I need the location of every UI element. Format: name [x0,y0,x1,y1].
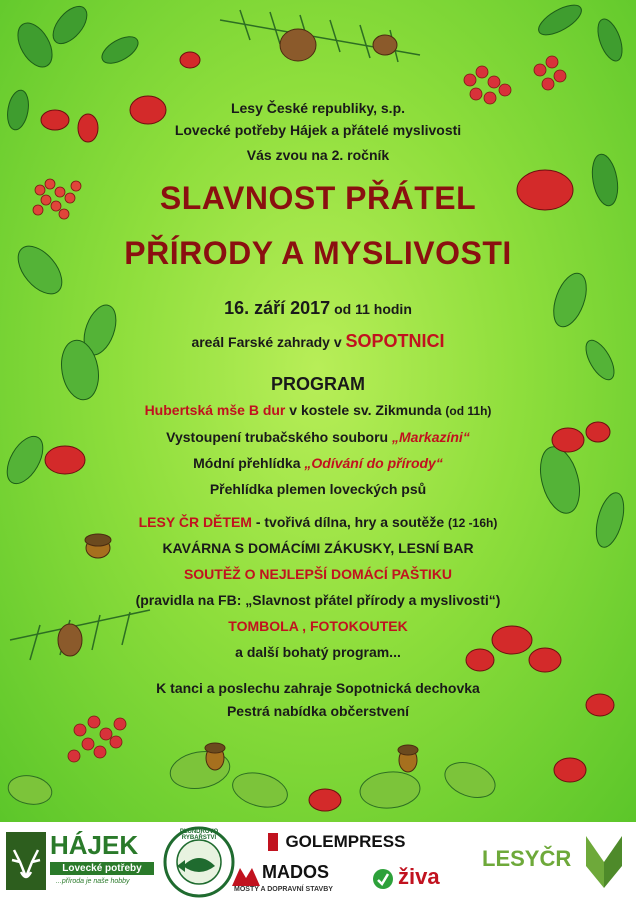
title-line-1: SLAVNOST PŘÁTEL [159,180,477,216]
lesy-cr-name: LESYČR [482,846,572,871]
kids-text: - tvořivá dílna, hry a soutěže [255,514,445,530]
program-item-dogs: Přehlídka plemen loveckých psů [209,481,427,497]
trumpets-text: Vystoupení trubačského souboru [166,429,389,445]
ziva-name: živa [398,864,440,889]
intro-line-organizer: Lesy České republiky, s.p. [230,100,406,116]
event-venue [0,331,636,352]
sponsor-footer [0,822,636,899]
mados-subtitle: MOSTY A DOPRAVNÍ STAVBY [234,886,333,893]
contest-rules: (pravidla na FB: „Slavnost přátel přírody a myslivosti“) [135,592,501,608]
program-item-tombola: TOMBOLA , FOTOKOUTEK [228,618,408,634]
deer-icon [6,832,46,890]
golempress-logo [268,832,438,856]
fashion-name: „Odívání do přírody“ [304,455,443,471]
golempress-mark-icon [268,833,278,851]
mass-title: Hubertská mše B dur [144,402,286,418]
venue-text: areál Farské zahrady v [191,334,342,350]
program-item-kids [0,514,636,530]
rybarstvi-text: PLUNDROVO RYBAŘSTVÍ [179,829,219,841]
lesy-cr-logo [482,834,632,894]
kids-time: (12 -16h) [448,516,498,530]
hajek-name: HÁJEK [50,830,139,860]
event-date [0,298,636,319]
hajek-logo [6,830,156,892]
time-value: od 11 hodin [334,301,412,317]
program-heading: PROGRAM [271,374,365,394]
mass-location: v kostele sv. Zikmunda [289,402,442,418]
program-item-cafe: KAVÁRNA S DOMÁCÍMI ZÁKUSKY, LESNÍ BAR [162,540,474,556]
mass-time: (od 11h) [445,404,492,418]
program-item-trumpets [0,429,636,445]
bridge-mark-icon [232,864,260,886]
intro-line-partners: Lovecké potřeby Hájek a přátelé myslivosti [174,122,462,138]
trumpets-name: „Markazíni“ [392,429,470,445]
kids-title: LESY ČR DĚTEM [138,514,252,530]
program-item-more: a další bohatý program... [235,644,401,660]
ziva-logo [372,866,472,894]
mados-name: MADOS [262,862,329,882]
mados-logo [232,862,372,898]
hajek-subtitle: Lovecké potřeby [50,862,154,875]
venue-place: SOPOTNICI [345,331,445,351]
closing-refreshments: Pestrá nabídka občerstvení [226,703,410,719]
intro-line-invite: Vás zvou na 2. ročník [246,147,390,163]
golempress-name: GOLEMPRESS [285,832,406,851]
fashion-text: Módní přehlídka [193,455,301,471]
hajek-tagline: ...příroda je naše hobby [56,878,130,885]
date-value: 16. září 2017 [224,298,331,318]
leaf-mark-icon [372,868,394,890]
program-item-contest: SOUTĚŽ O NEJLEPŠÍ DOMÁCÍ PAŠTIKU [183,566,453,582]
title-line-2: PŘÍRODY A MYSLIVOSTI [124,235,512,271]
tree-arrow-icon [582,836,626,888]
program-item-mass [0,402,636,418]
rybarstvi-logo [163,826,235,898]
program-item-fashion [0,455,636,471]
closing-music: K tanci a poslechu zahraje Sopotnická dechovka [156,680,480,696]
